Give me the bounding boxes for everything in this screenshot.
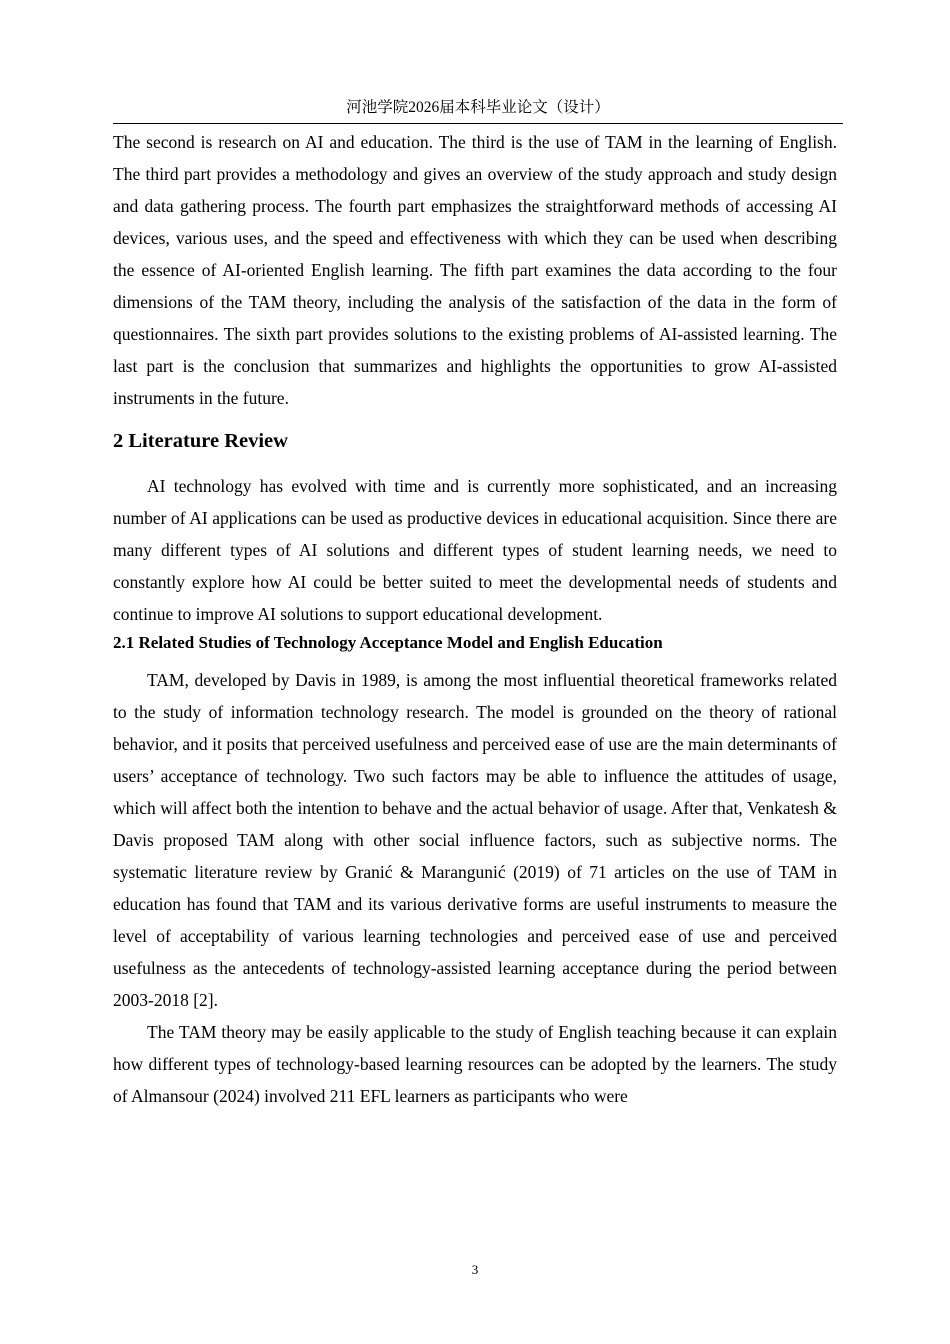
spacer — [113, 462, 837, 470]
section-heading-literature-review: 2 Literature Review — [113, 430, 288, 452]
tam-paragraph: TAM, developed by Davis in 1989, is among the most influential theoretical frameworks related to the study of information technology research. The model is grounded on the theory of rational behavior, and it posits that perceived usefulness and perceived ease of use are the main determinants of users’ acceptance of technology. Two such factors may be able to influence the attitudes of usage, which will affect both the intention to behave and the actual behavior of usage. After that, Venkatesh & Davis proposed TAM along with other social influence factors, such as subjective norms. The systematic literature review by Granić & Marangunić (2019) of 71 articles on the use of TAM in education has found that TAM and its various derivative forms are useful instruments to measure the level of acceptability of various learning technologies and perceived ease of use and perceived usefulness as the antecedents of technology-assisted learning acceptance during the period between 2003-2018 [2]. — [113, 670, 837, 1010]
literature-review-intro-paragraph: AI technology has evolved with time and is currently more sophisticated, and an increasing number of AI applications can be used as productive devices in educational acquisition. Since there are many different types of AI solutions and different types of student learning needs, we need to constantly explore how AI could be better suited to meet the developmental needs of students and continue to improve AI solutions to support educational development. — [113, 476, 837, 624]
tam-english-paragraph: The TAM theory may be easily applicable to the study of English teaching because it can explain how different types of technology-based learning resources can be adopted by the learners. The study of Almansour (2024) involved 211 EFL learners as participants who were — [113, 1022, 837, 1106]
subsection-heading-tam-english: 2.1 Related Studies of Technology Acceptance Model and English Education — [113, 633, 663, 652]
intro-continuation-paragraph: The second is research on AI and education. The third is the use of TAM in the learning of English. The third part provides a methodology and gives an overview of the study approach and study design and data gathering process. The fourth part emphasizes the straightforward methods of accessing AI devices, various uses, and the speed and effectiveness with which they can be used when describing the essence of AI-oriented English learning. The fifth part examines the data according to the four dimensions of the TAM theory, including the analysis of the satisfaction of the data in the form of questionnaires. The sixth part provides solutions to the existing problems of AI-assisted learning. The last part is the conclusion that summarizes and highlights the opportunities to grow AI-assisted instruments in the future. — [113, 132, 837, 408]
header-rule — [113, 123, 843, 124]
spacer — [113, 656, 837, 664]
page-number: 3 — [471, 1262, 479, 1277]
page-body — [113, 126, 837, 1112]
running-header: 河池学院2026届本科毕业论文（设计） — [346, 99, 610, 116]
